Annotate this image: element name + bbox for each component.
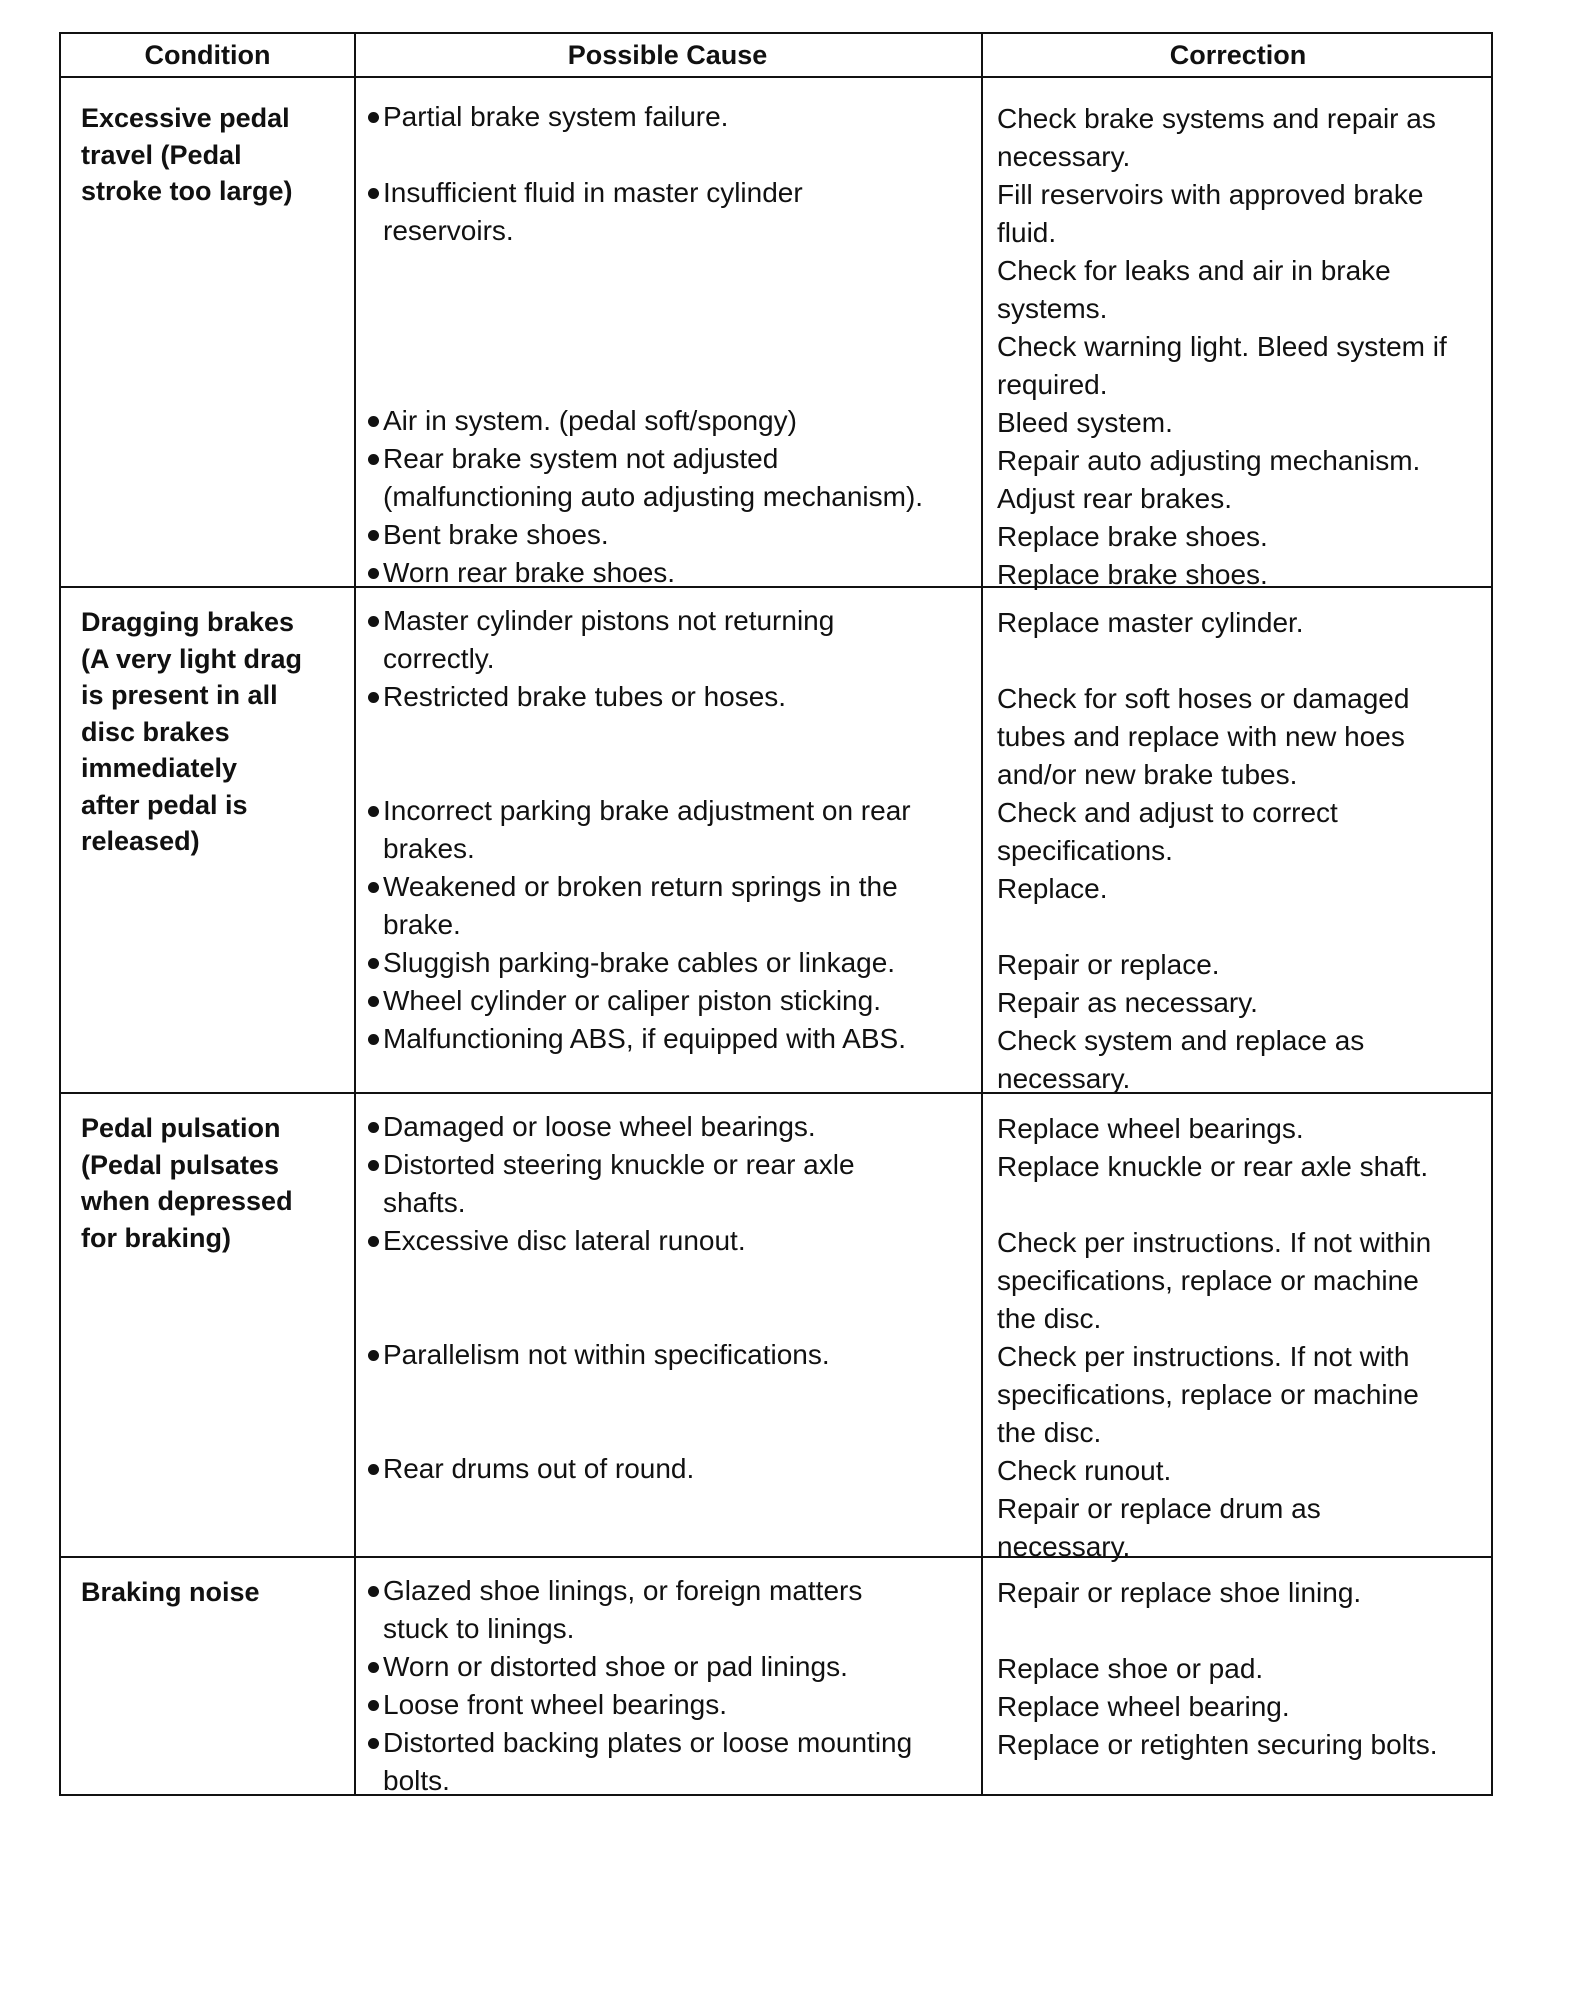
possible-cause-text: Master cylinder pistons not returning (383, 605, 835, 636)
correction-text: Check for soft hoses or damaged (997, 683, 1410, 714)
header-condition: Condition (144, 39, 271, 70)
possible-cause-text: brake. (383, 909, 461, 940)
bullet-icon (368, 1350, 379, 1361)
correction-text: necessary. (997, 1063, 1131, 1094)
correction-text: systems. (997, 293, 1108, 324)
correction-text: Replace. (997, 873, 1108, 904)
possible-cause-text: Partial brake system failure. (383, 101, 729, 132)
possible-cause-text: Weakened or broken return springs in the (383, 871, 898, 902)
bullet-icon (368, 1662, 379, 1673)
possible-cause-text: Sluggish parking-brake cables or linkage. (383, 947, 896, 978)
possible-cause-text: Restricted brake tubes or hoses. (383, 681, 787, 712)
correction-text: specifications, replace or machine (997, 1379, 1419, 1410)
bullet-icon (368, 1464, 379, 1475)
possible-cause-text: (malfunctioning auto adjusting mechanism). (383, 481, 924, 512)
correction-text: Replace wheel bearings. (997, 1113, 1304, 1144)
bullet-icon (368, 882, 379, 893)
condition-line: after pedal is (81, 789, 248, 820)
correction-text: Check runout. (997, 1455, 1172, 1486)
column-divider (981, 34, 983, 1794)
bullet-icon (368, 1160, 379, 1171)
correction-text: Bleed system. (997, 407, 1173, 438)
row-divider (61, 1556, 1491, 1558)
bullet-icon (368, 1738, 379, 1749)
possible-cause-text: Worn rear brake shoes. (383, 557, 676, 588)
possible-cause-text: Glazed shoe linings, or foreign matters (383, 1575, 863, 1606)
condition-line: Excessive pedal (81, 103, 290, 133)
condition-line: immediately (81, 753, 238, 783)
bullet-icon (368, 996, 379, 1007)
condition-line: released) (81, 826, 200, 856)
condition-line: disc brakes (81, 716, 230, 747)
condition-line: Braking noise (81, 1577, 260, 1607)
condition-line: (Pedal pulsates (81, 1149, 280, 1180)
possible-cause-text: Bent brake shoes. (383, 519, 609, 550)
column-divider (354, 34, 356, 1794)
bullet-icon (368, 806, 379, 817)
header-possible-cause: Possible Cause (567, 39, 768, 70)
bullet-icon (368, 958, 379, 969)
possible-cause-text: Distorted steering knuckle or rear axle (383, 1149, 855, 1180)
correction-text: fluid. (997, 217, 1057, 248)
bullet-icon (368, 1034, 379, 1045)
correction-text: Replace or retighten securing bolts. (997, 1729, 1438, 1760)
possible-cause-text: correctly. (383, 643, 495, 674)
possible-cause-text: Excessive disc lateral runout. (383, 1225, 746, 1256)
possible-cause-text: Rear drums out of round. (383, 1453, 695, 1484)
correction-text: Replace brake shoes. (997, 521, 1268, 552)
correction-text: required. (997, 369, 1108, 400)
bullet-icon (368, 692, 379, 703)
condition-line: Dragging brakes (81, 607, 295, 637)
condition-line: for braking) (81, 1222, 232, 1253)
correction-text: Check and adjust to correct (997, 797, 1338, 828)
possible-cause-text: Insufficient fluid in master cylinder (383, 177, 803, 208)
row-divider (61, 586, 1491, 588)
possible-cause-text: Malfunctioning ABS, if equipped with ABS. (383, 1023, 906, 1054)
correction-text: Fill reservoirs with approved brake (997, 179, 1424, 210)
possible-cause-text: Rear brake system not adjusted (383, 443, 779, 474)
correction-text: Check per instructions. If not within (997, 1227, 1432, 1258)
correction-text: Repair as necessary. (997, 987, 1258, 1018)
bullet-icon (368, 416, 379, 427)
possible-cause-text: Incorrect parking brake adjustment on rear (383, 795, 911, 826)
correction-text: Check brake systems and repair as (997, 103, 1436, 134)
correction-text: Repair auto adjusting mechanism. (997, 445, 1421, 476)
bullet-icon (368, 1700, 379, 1711)
possible-cause-text: Loose front wheel bearings. (383, 1689, 727, 1720)
bullet-icon (368, 188, 379, 199)
possible-cause-text: stuck to linings. (383, 1613, 575, 1644)
bullet-icon (368, 1122, 379, 1133)
condition-line: when depressed (81, 1186, 293, 1216)
correction-text: specifications. (997, 835, 1173, 866)
troubleshooting-table (59, 32, 1493, 1796)
bullet-icon (368, 454, 379, 465)
correction-text: Replace knuckle or rear axle shaft. (997, 1151, 1429, 1182)
correction-text: Repair or replace shoe lining. (997, 1577, 1362, 1608)
bullet-icon (368, 112, 379, 123)
correction-text: specifications, replace or machine (997, 1265, 1419, 1296)
correction-text: Check warning light. Bleed system if (997, 331, 1447, 362)
bullet-icon (368, 1236, 379, 1247)
correction-text: Adjust rear brakes. (997, 483, 1232, 514)
correction-text: and/or new brake tubes. (997, 759, 1298, 790)
correction-text: tubes and replace with new hoes (997, 721, 1405, 752)
possible-cause-text: Parallelism not within specifications. (383, 1339, 830, 1370)
correction-text: Check per instructions. If not with (997, 1341, 1410, 1372)
row-divider (61, 1092, 1491, 1094)
correction-text: Replace wheel bearing. (997, 1691, 1290, 1722)
possible-cause-text: bolts. (383, 1765, 450, 1796)
bullet-icon (368, 530, 379, 541)
correction-text: Replace shoe or pad. (997, 1653, 1264, 1684)
possible-cause-text: Distorted backing plates or loose mounting (383, 1727, 913, 1758)
possible-cause-text: shafts. (383, 1187, 466, 1218)
condition-line: stroke too large) (81, 176, 293, 206)
correction-text: Check system and replace as (997, 1025, 1365, 1056)
correction-text: Check for leaks and air in brake (997, 255, 1391, 286)
correction-text: Replace master cylinder. (997, 607, 1304, 638)
correction-text: Repair or replace. (997, 949, 1220, 980)
header-correction: Correction (1169, 39, 1307, 70)
correction-text: Repair or replace drum as (997, 1493, 1321, 1524)
correction-text: the disc. (997, 1303, 1102, 1334)
bullet-icon (368, 1586, 379, 1597)
header-divider (61, 76, 1491, 78)
possible-cause-text: Worn or distorted shoe or pad linings. (383, 1651, 848, 1682)
correction-text: necessary. (997, 1531, 1131, 1562)
possible-cause-text: Damaged or loose wheel bearings. (383, 1111, 816, 1142)
bullet-icon (368, 568, 379, 579)
correction-text: Replace brake shoes. (997, 559, 1268, 590)
bullet-icon (368, 616, 379, 627)
correction-text: necessary. (997, 141, 1131, 172)
possible-cause-text: Air in system. (pedal soft/spongy) (383, 405, 797, 436)
possible-cause-text: reservoirs. (383, 215, 514, 246)
condition-line: travel (Pedal (81, 139, 242, 170)
condition-line: (A very light drag (81, 643, 303, 674)
condition-line: is present in all (81, 680, 278, 710)
condition-line: Pedal pulsation (81, 1113, 281, 1143)
possible-cause-text: brakes. (383, 833, 475, 864)
correction-text: the disc. (997, 1417, 1102, 1448)
possible-cause-text: Wheel cylinder or caliper piston sticking. (383, 985, 881, 1016)
